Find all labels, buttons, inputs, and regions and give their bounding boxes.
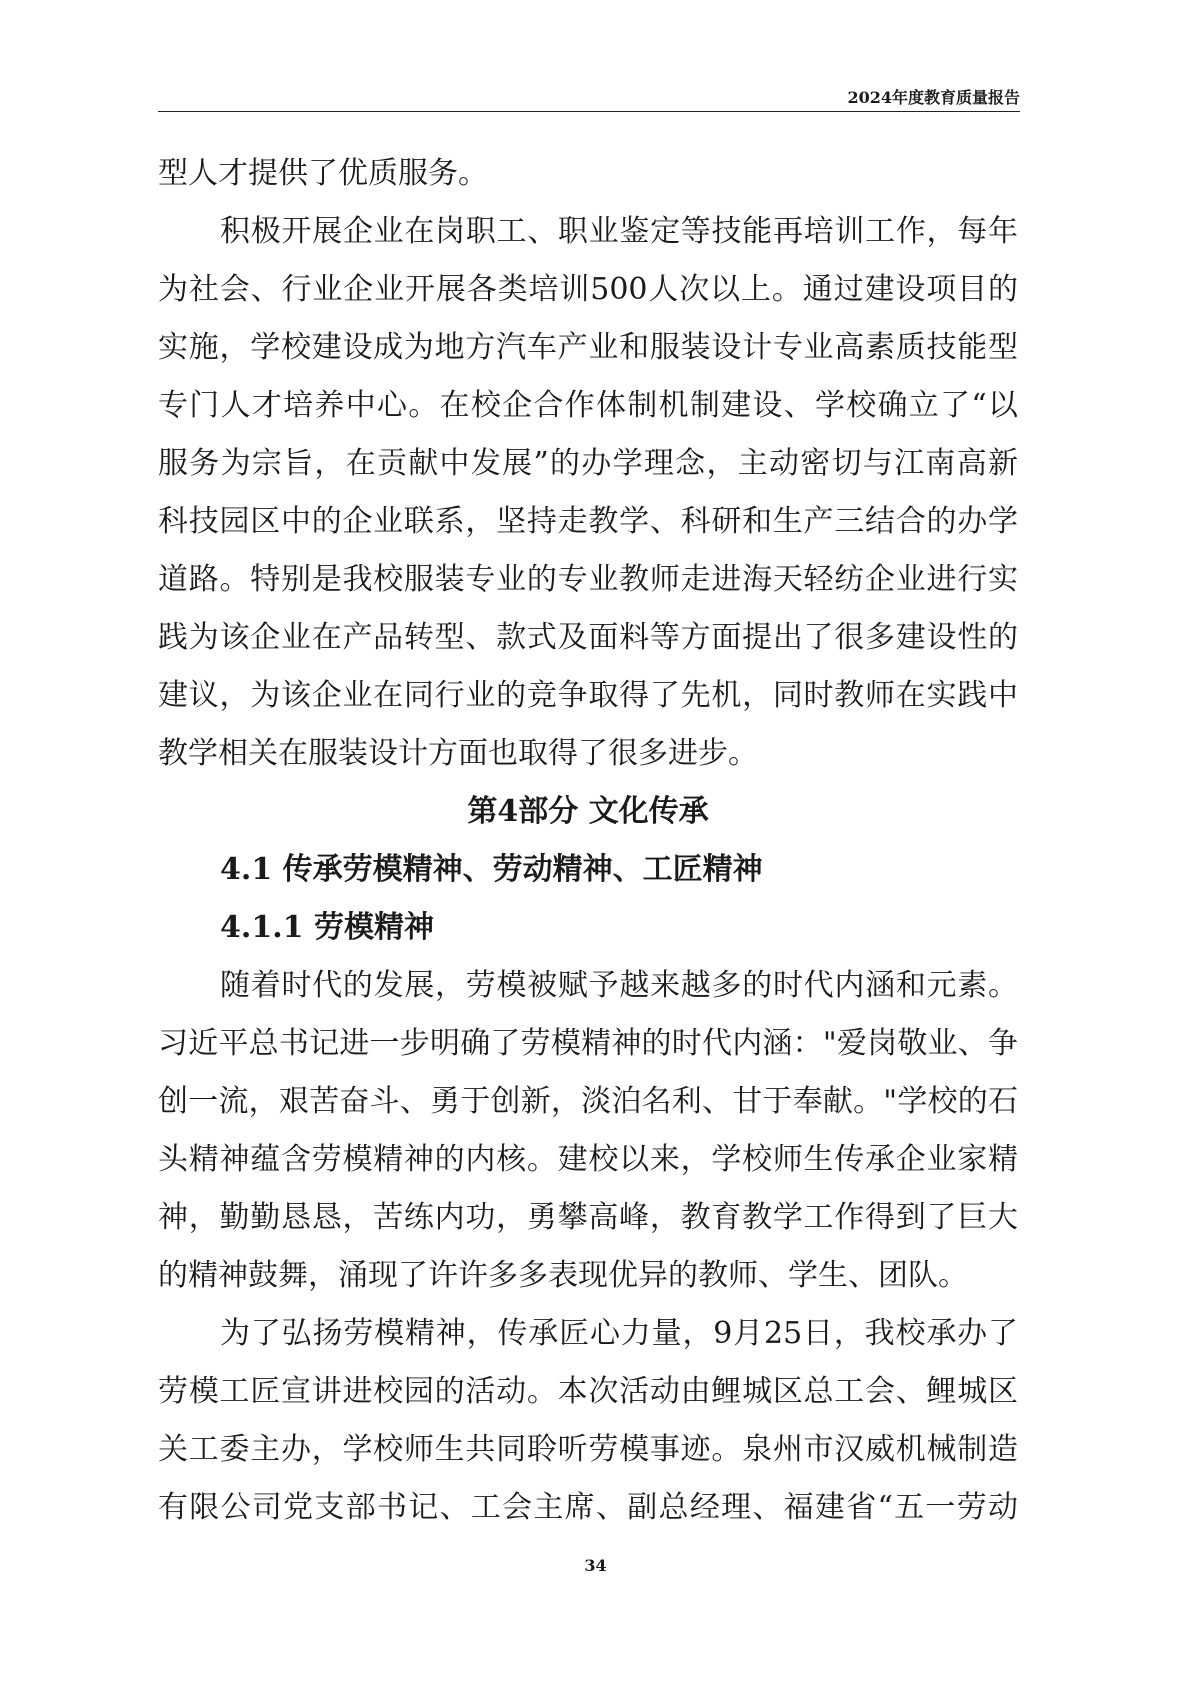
- text-line: 习近平总书记进一步明确了劳模精神的时代内涵："爱岗敬业、争: [158, 1026, 1018, 1061]
- subsection-heading: 4.1 传承劳模精神、劳动精神、工匠精神: [220, 852, 763, 887]
- subsection-heading: 4.1.1 劳模精神: [220, 910, 434, 945]
- text-line: 劳模工匠宣讲进校园的活动。本次活动由鲤城区总工会、鲤城区: [158, 1374, 1018, 1409]
- page-number: 34: [584, 1556, 607, 1575]
- text-line: 创一流，艰苦奋斗、勇于创新，淡泊名利、甘于奉献。"学校的石: [158, 1084, 1018, 1119]
- header-divider: [158, 111, 1020, 112]
- text-line: 实施，学校建设成为地方汽车产业和服装设计专业高素质技能型: [158, 330, 1018, 365]
- report-header: 2024年度教育质量报告: [847, 88, 1020, 107]
- text-line: 道路。特别是我校服装专业的专业教师走进海天轻纺企业进行实: [158, 562, 1018, 597]
- text-line: 有限公司党支部书记、工会主席、副总经理、福建省“五一劳动: [158, 1490, 1018, 1525]
- text-line: 服务为宗旨，在贡献中发展”的办学理念，主动密切与江南高新: [158, 446, 1018, 481]
- text-line: 为社会、行业企业开展各类培训500人次以上。通过建设项目的: [158, 272, 1018, 307]
- text-line: 践为该企业在产品转型、款式及面料等方面提出了很多建设性的: [158, 620, 1018, 655]
- section-heading: 第4部分 文化传承: [467, 794, 709, 829]
- text-line: 为了弘扬劳模精神，传承匠心力量，9月25日，我校承办了: [220, 1316, 1018, 1351]
- text-line: 型人才提供了优质服务。: [158, 156, 488, 191]
- body-text: [158, 145, 1018, 1537]
- text-line: 头精神蕴含劳模精神的内核。建校以来，学校师生传承企业家精: [158, 1142, 1018, 1177]
- text-line: 随着时代的发展，劳模被赋予越来越多的时代内涵和元素。: [220, 968, 1018, 1003]
- text-line: 积极开展企业在岗职工、职业鉴定等技能再培训工作，每年: [220, 214, 1018, 249]
- text-line: 教学相关在服装设计方面也取得了很多进步。: [158, 736, 758, 771]
- text-line: 建议，为该企业在同行业的竞争取得了先机，同时教师在实践中: [158, 678, 1018, 713]
- text-line: 科技园区中的企业联系，坚持走教学、科研和生产三结合的办学: [158, 504, 1018, 539]
- text-line: 关工委主办，学校师生共同聆听劳模事迹。泉州市汉威机械制造: [158, 1432, 1018, 1467]
- text-line: 专门人才培养中心。在校企合作体制机制建设、学校确立了“以: [158, 388, 1018, 423]
- text-line: 神，勤勤恳恳，苦练内功，勇攀高峰，教育教学工作得到了巨大: [158, 1200, 1018, 1235]
- text-line: 的精神鼓舞，涌现了许许多多表现优异的教师、学生、团队。: [158, 1258, 968, 1293]
